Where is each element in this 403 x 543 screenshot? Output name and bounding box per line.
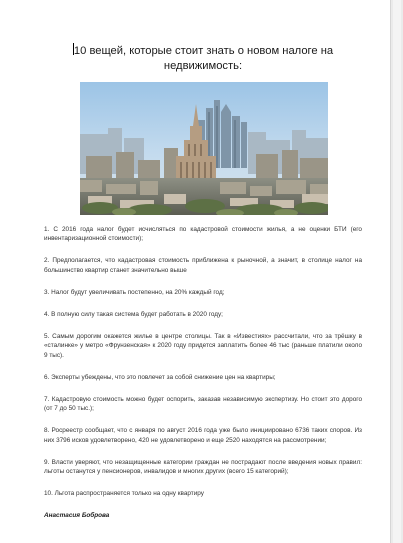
paragraph-2: 2. Предполагается, что кадастровая стоимость приближена к рыночной, а значит, в столице налог на большинство квартир станет значительно выше xyxy=(44,257,362,274)
paragraph-4: 4. В полную силу такая система будет работать в 2020 году; xyxy=(44,311,223,319)
article-author: Анастасия Боброва xyxy=(44,512,110,520)
paragraph-8: 8. Росреестр сообщает, что с января по август 2016 года уже было инициировано 6736 таких споров. Из них 3796 исков удовлетворено, 420 не удовлетворено и еще 2520 находятся на рассмотрении; xyxy=(44,427,362,444)
vertical-scrollbar[interactable] xyxy=(390,0,403,543)
paragraph-6: 6. Эксперты убеждены, что это повлечет за собой снижение цен на квартиры; xyxy=(44,373,276,381)
city-skyline-photo xyxy=(80,82,328,215)
article-body xyxy=(44,225,362,534)
paragraph-10: 10. Льгота распространяется только на одну квартиру xyxy=(44,490,204,498)
article-title xyxy=(44,43,362,73)
paragraph-1: 1. С 2016 года налог будет исчисляться по кадастровой стоимости жилья, а не оценки БТИ (его инвентаризационной стоимости); xyxy=(44,226,362,243)
paragraph-3: 3. Налог будут увеличивать постепенно, на 20% каждый год; xyxy=(44,288,225,296)
paragraph-9: 9. Власти уверяют, что незащищенные категории граждан не пострадают после введения новых правил: льготы останутся у пенсионеров, инвалидов и многих других (всего 15 категорий); xyxy=(44,458,362,476)
scrollbar-thumb[interactable] xyxy=(393,0,401,543)
article-title-text: 10 вещей, которые стоит знать о новом налоге на недвижимость: xyxy=(73,45,334,72)
paragraph-5: 5. Самым дорогим окажется жилье в центре столицы. Так в «Известиях» рассчитали, что за трёшку в «сталинке» у метро «Фрунзенская» к 2020 году придется заплатить более 46 тыс (раньше платили около 9 тыс). xyxy=(44,333,362,359)
paragraph-7: 7. Кадастровую стоимость можно будет оспорить, заказав независимую экспертизу. Но стоит это дорого (от 7 до 50 тыс.); xyxy=(44,396,362,413)
